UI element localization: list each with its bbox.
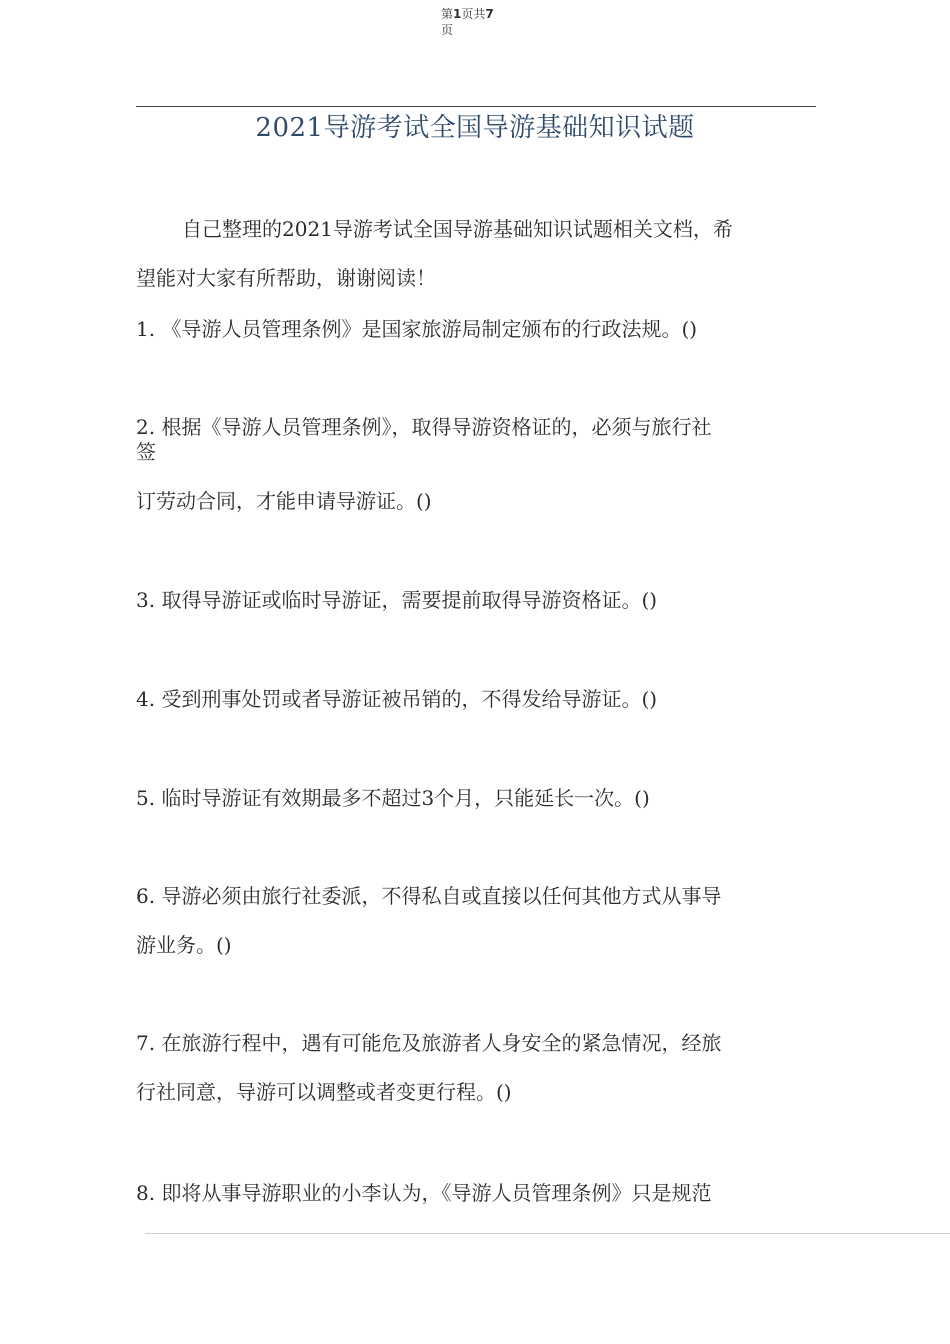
page-number-header <box>441 6 494 38</box>
question-1-line-1: 1. 《导游人员管理条例》是国家旅游局制定颁布的行政法规。() <box>136 317 698 341</box>
question-3-line-1: 3. 取得导游证或临时导游证，需要提前取得导游资格证。() <box>136 588 658 612</box>
current-page-number: 1 <box>453 7 462 21</box>
total-page-number: 7 <box>485 7 494 21</box>
question-7-line-1: 7. 在旅游行程中，遇有可能危及旅游者人身安全的紧急情况，经旅 <box>136 1031 722 1055</box>
question-4-line-1: 4. 受到刑事处罚或者导游证被吊销的，不得发给导游证。() <box>136 687 658 711</box>
question-6-line-1: 6. 导游必须由旅行社委派，不得私自或直接以任何其他方式从事导 <box>136 884 722 908</box>
question-2-line-1: 2. 根据《导游人员管理条例》，取得导游资格证的，必须与旅行社 <box>136 415 712 439</box>
footer-rule <box>145 1233 950 1234</box>
document-title: 2021导游考试全国导游基础知识试题 <box>255 113 695 143</box>
page-label-suffix: 页 <box>441 23 454 37</box>
header-rule <box>136 106 816 107</box>
intro-line-2: 望能对大家有所帮助，谢谢阅读！ <box>136 266 436 290</box>
question-5-line-1: 5. 临时导游证有效期最多不超过3个月，只能延长一次。() <box>136 786 650 810</box>
question-8-line-1: 8. 即将从事导游职业的小李认为，《导游人员管理条例》只是规范 <box>136 1181 712 1205</box>
page-label-prefix: 第 <box>441 7 454 21</box>
question-2-line-2: 签 <box>136 440 156 464</box>
question-6-line-2: 游业务。() <box>136 933 232 957</box>
intro-line-1: 自己整理的2021导游考试全国导游基础知识试题相关文档，希 <box>182 217 733 241</box>
page-label-mid: 页共 <box>461 7 486 21</box>
question-7-line-2: 行社同意，导游可以调整或者变更行程。() <box>136 1080 512 1104</box>
question-2-line-3: 订劳动合同，才能申请导游证。() <box>136 489 432 513</box>
